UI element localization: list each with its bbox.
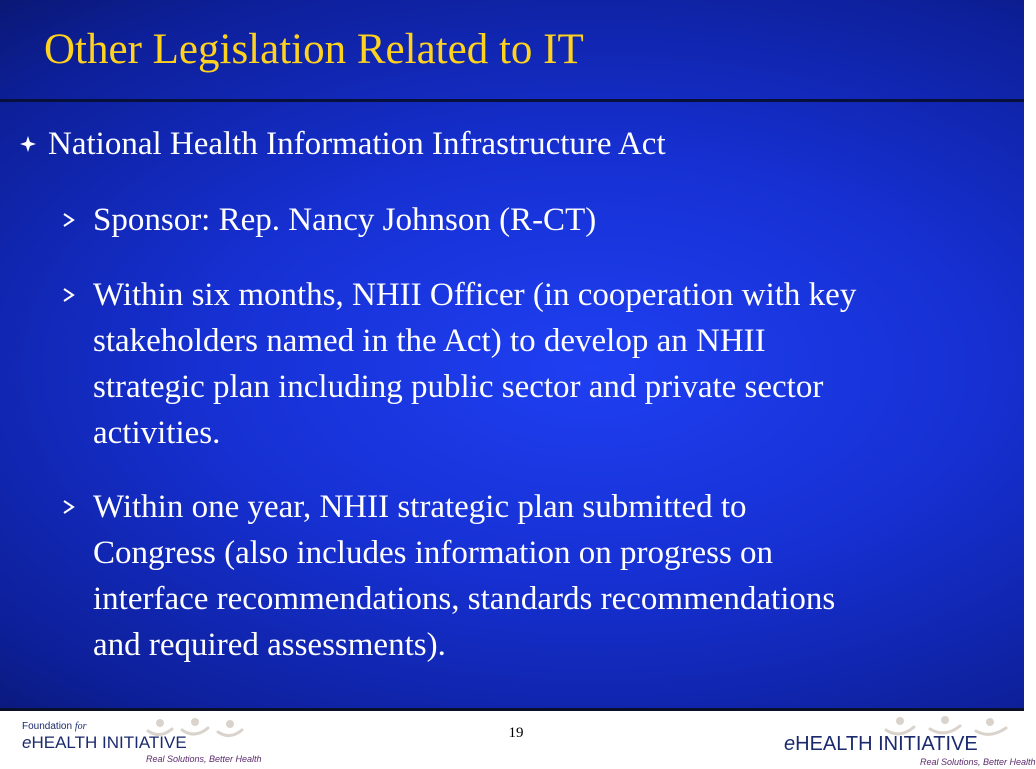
foundation-logo [22, 717, 262, 767]
sub-bullet [62, 484, 1024, 668]
sub-bullet-line: interface recommendations, standards recommendations [93, 581, 836, 617]
sub-bullet-text [93, 272, 856, 456]
slide-footer [0, 708, 1036, 768]
sub-bullet-line: strategic plan including public sector and private sector [93, 369, 824, 405]
sub-bullet [62, 197, 1024, 243]
page-number: 19 [508, 725, 524, 741]
logo-brand-text: eHEALTH INITIATIVE [22, 733, 187, 752]
arrow-bullet-icon [62, 484, 93, 530]
bullet-level1-text: National Health Information Infrastructure Act [48, 126, 666, 162]
bullet-level1 [20, 121, 666, 167]
sub-bullet-line: activities. [93, 415, 221, 451]
slide-title: Other Legislation Related to IT [44, 26, 584, 73]
sub-bullet-line: and required assessments). [93, 627, 446, 663]
arrow-bullet-icon [62, 197, 93, 243]
logo-tagline: Real Solutions, Better Health [146, 754, 262, 764]
sub-bullet-text [93, 484, 835, 668]
sub-bullet-line: Within one year, NHII strategic plan submitted to [93, 489, 747, 525]
ehealth-logo [770, 715, 1036, 769]
sub-bullet-line: Sponsor: Rep. Nancy Johnson (R-CT) [93, 202, 597, 238]
sub-bullet-text [93, 197, 596, 243]
logo-tagline: Real Solutions, Better Health [920, 757, 1036, 767]
diamond-bullet-icon [20, 121, 48, 167]
logo-brand-text: eHEALTH INITIATIVE [784, 733, 978, 755]
logo-foundation-text: Foundation for [22, 721, 87, 732]
sub-bullet [62, 272, 1024, 456]
sub-bullet-line: Congress (also includes information on progress on [93, 535, 774, 571]
sub-bullet-line: Within six months, NHII Officer (in cooperation with key [93, 277, 857, 313]
sub-bullet-line: stakeholders named in the Act) to develop an NHII [93, 323, 766, 359]
arrow-bullet-icon [62, 272, 93, 318]
